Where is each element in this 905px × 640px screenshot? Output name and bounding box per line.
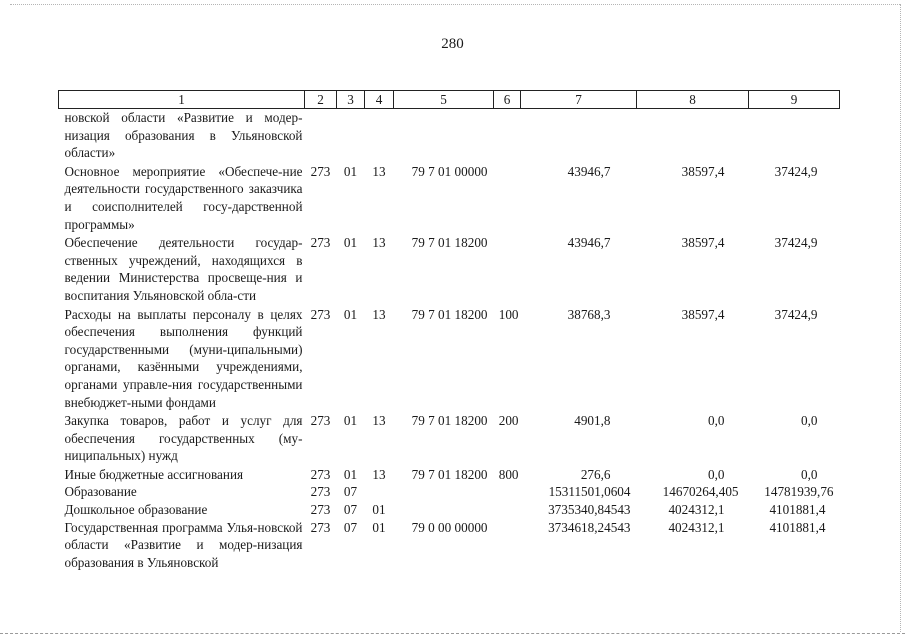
row-admin-code: 273 [310,484,331,500]
header-col-4: 4 [365,91,394,109]
scan-edge-top [10,4,900,5]
row-section: 01 [343,235,358,251]
row-section [337,109,365,163]
table-row [59,306,840,413]
row-target-article [394,501,494,519]
row-amount-col9: 37424,9 [774,163,818,179]
row-amount-col9: 4101881,4 [769,502,826,518]
row-amount-col9: 0,0 [801,466,818,482]
table-row [59,519,840,572]
row-amount-col8: 38597,4 [681,235,725,251]
row-amount-col9: 0,0 [801,413,818,429]
row-amount-col9: 14781939,76 [764,484,834,500]
row-subsection: 13 [372,306,386,322]
row-amount-col9: 37424,9 [774,235,818,251]
table-row [59,109,840,163]
row-admin-code: 273 [310,235,331,251]
row-subsection: 13 [372,413,386,429]
table-row [59,501,840,519]
row-subsection [365,109,394,163]
row-amount-col8: 38597,4 [681,163,725,179]
row-name: Государственная программа Улья-новской области «Развитие и модер-низация образования в Ульяновской [64,519,303,570]
row-target-article [394,109,494,163]
row-amount-col9 [749,109,840,163]
row-name: Расходы на выплаты персоналу в целях обеспечения выполнения функций государственными (муни-ципальными) органами, казёнными учреждениями, органами управле-ния государственными внебюджет-ными фондами [64,306,303,410]
row-section: 01 [343,413,358,429]
table-row [59,234,840,305]
row-amount-col8: 4024312,1 [668,519,725,535]
row-name: Закупка товаров, работ и услуг для обеспечения государственных (му-ниципальных) нужд [64,413,303,464]
row-expense-type [494,109,521,163]
row-expense-type [494,483,521,501]
header-col-8: 8 [637,91,749,109]
row-amount-col7: 276,6 [580,466,611,482]
row-name: Иные бюджетные ассигнования [64,466,244,482]
row-amount-col7: 3734618,24543 [548,519,631,535]
row-amount-col7: 43946,7 [567,163,611,179]
row-target-article: 79 7 01 18200 [411,235,488,251]
row-target-article: 79 0 00 00000 [411,519,488,535]
header-col-3: 3 [337,91,365,109]
header-col-5: 5 [394,91,494,109]
row-section: 01 [343,466,358,482]
budget-table [58,90,840,571]
row-subsection: 13 [372,466,386,482]
row-subsection: 13 [372,235,386,251]
row-name: Основное мероприятие «Обеспече-ние деятельности государственного заказчика и соисполнителей госу-дарственной программы» [64,163,303,232]
row-admin-code: 273 [310,163,331,179]
row-admin-code: 273 [310,306,331,322]
header-col-1: 1 [59,91,305,109]
row-amount-col8: 0,0 [708,466,725,482]
row-section: 07 [343,502,358,518]
row-expense-type: 800 [498,466,519,482]
row-admin-code [305,109,337,163]
row-target-article: 79 7 01 00000 [411,163,488,179]
table-header-row [59,91,840,109]
row-admin-code: 273 [310,413,331,429]
row-target-article: 79 7 01 18200 [411,306,488,322]
row-section: 01 [343,306,358,322]
row-section: 01 [343,163,358,179]
row-name: Образование [64,484,137,500]
row-amount-col7: 43946,7 [567,235,611,251]
header-col-2: 2 [305,91,337,109]
page-number: 280 [441,36,464,52]
row-name: Обеспечение деятельности государ-ственных учреждений, находящихся в ведении Министерства просвеще-ния и воспитания Ульяновской обла-сти [64,235,303,303]
row-amount-col7: 3735340,84543 [548,502,631,518]
row-amount-col7: 38768,3 [567,306,611,322]
row-expense-type: 200 [498,413,519,429]
header-col-6: 6 [494,91,521,109]
row-amount-col7 [521,109,637,163]
scan-edge-right [900,4,901,632]
row-amount-col9: 4101881,4 [769,519,826,535]
row-amount-col9: 37424,9 [774,306,818,322]
row-admin-code: 273 [310,519,331,535]
row-subsection: 01 [372,519,386,535]
header-col-7: 7 [521,91,637,109]
row-name: новской области «Развитие и модер-низация образования в Ульяновской области» [64,110,303,161]
row-amount-col8: 0,0 [708,413,725,429]
row-target-article [394,483,494,501]
row-amount-col8: 38597,4 [681,306,725,322]
row-amount-col7: 4901,8 [574,413,611,429]
row-expense-type [494,234,521,305]
row-expense-type [494,519,521,572]
row-name: Дошкольное образование [64,502,208,518]
row-section: 07 [343,484,358,500]
row-amount-col8: 4024312,1 [668,502,725,518]
header-col-9: 9 [749,91,840,109]
row-amount-col8: 14670264,405 [662,484,739,500]
row-subsection [365,483,394,501]
row-admin-code: 273 [310,502,331,518]
table-row [59,466,840,484]
row-expense-type: 100 [498,306,519,322]
row-admin-code: 273 [310,466,331,482]
row-amount-col7: 15311501,0604 [548,484,631,500]
table-row [59,412,840,466]
table-row [59,483,840,501]
row-target-article: 79 7 01 18200 [411,466,488,482]
row-expense-type [494,163,521,234]
scan-edge-bottom [0,633,905,634]
row-subsection: 13 [372,163,386,179]
row-amount-col8 [637,109,749,163]
row-section: 07 [343,519,358,535]
row-expense-type [494,501,521,519]
table-row [59,163,840,234]
row-subsection: 01 [372,502,386,518]
row-target-article: 79 7 01 18200 [411,413,488,429]
